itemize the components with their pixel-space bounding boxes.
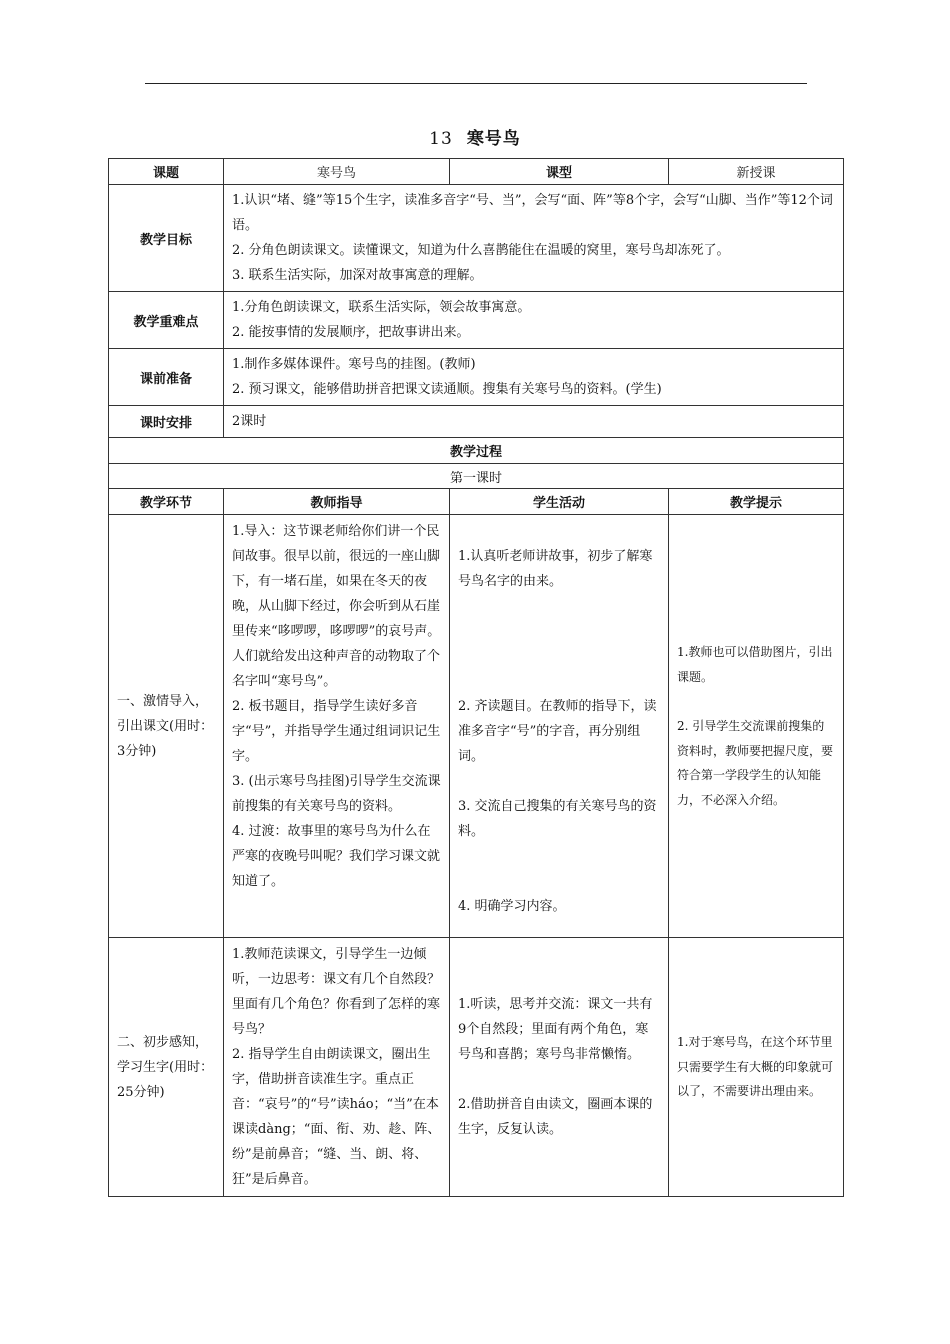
teacher-step: 2. 指导学生自由朗读课文，圈出生字，借助拼音读准生字。重点正音：“哀号”的“号”读háo；“当”在本课读dàng；“面、衔、劝、趁、阵、纷”是前鼻音；“缝、当、朗、将、狂”是后鼻音。 xyxy=(232,1047,441,1187)
lesson-number: 13 xyxy=(429,129,453,149)
goal-item: 2. 分角色朗读课文。读懂课文，知道为什么喜鹊能住在温暖的窝里，寒号鸟却冻死了。 xyxy=(232,243,730,258)
prep-row xyxy=(109,349,844,406)
student-step: 3. 交流自己搜集的有关寒号鸟的资料。 xyxy=(458,799,657,839)
teacher-step: 1.导入：这节课老师给你们讲一个民间故事。很早以前，很远的一座山脚下，有一堵石崖，如果在冬天的夜晚，从山脚下经过，你会听到从石崖里传来“哆啰啰，哆啰啰”的哀号声。人们就给发出这种声音的动物取了个名字叫“寒号鸟”。 xyxy=(232,524,441,689)
teacher-step: 2. 板书题目，指导学生读好多音字“号”，并指导学生通过组词识记生字。 xyxy=(232,699,441,764)
session-label: 第一课时 xyxy=(109,464,844,489)
lesson-plan-table xyxy=(108,158,844,1197)
prep-label: 课前准备 xyxy=(109,349,224,406)
prep-item: 1.制作多媒体课件。寒号鸟的挂图。(教师) xyxy=(232,357,476,372)
spacer xyxy=(458,769,660,794)
student-step: 1.听读，思考并交流：课文一共有9个自然段；里面有两个角色，寒号鸟和喜鹊；寒号鸟非常懒惰。 xyxy=(458,997,653,1062)
column-header: 教学提示 xyxy=(669,489,844,515)
header-rule xyxy=(145,83,807,84)
column-header: 学生活动 xyxy=(450,489,669,515)
teacher-guidance xyxy=(224,515,450,938)
goals-row xyxy=(109,185,844,292)
stage-row xyxy=(109,515,844,938)
column-header: 教学环节 xyxy=(109,489,224,515)
prep-content xyxy=(224,349,844,406)
goals-content xyxy=(224,185,844,292)
student-activity xyxy=(450,515,669,938)
lesson-title: 寒号鸟 xyxy=(466,129,521,149)
stage-row xyxy=(109,938,844,1197)
teacher-step: 3. (出示寒号鸟挂图)引导学生交流课前搜集的有关寒号鸟的资料。 xyxy=(232,774,441,814)
key-item: 1.分角色朗读课文，联系生活实际，领会故事寓意。 xyxy=(232,300,531,315)
spacer xyxy=(458,844,660,894)
time-value: 2课时 xyxy=(224,406,844,438)
key-label: 教学重难点 xyxy=(109,292,224,349)
column-header: 教师指导 xyxy=(224,489,450,515)
type-label: 课型 xyxy=(450,159,669,185)
time-row xyxy=(109,406,844,438)
key-item: 2. 能按事情的发展顺序，把故事讲出来。 xyxy=(232,325,470,340)
student-step: 1.认真听老师讲故事，初步了解寒号鸟名字的由来。 xyxy=(458,549,653,589)
goal-item: 1.认识“堵、缝”等15个生字，读准多音字“号、当”，会写“面、阵”等8个字，会写“山脚、当作”等12个词语。 xyxy=(232,193,833,233)
tip-item: 1.教师也可以借助图片，引出课题。 xyxy=(677,645,833,684)
student-step: 2. 齐读题目。在教师的指导下，读准多音字“号”的字音，再分别组词。 xyxy=(458,699,657,764)
tip-item: 2. 引导学生交流课前搜集的资料时，教师要把握尺度，要符合第一学段学生的认知能力，不必深入介绍。 xyxy=(677,719,834,807)
student-step: 2.借助拼音自由读文，圈画本课的生字，反复认读。 xyxy=(458,1097,653,1137)
topic-row xyxy=(109,159,844,185)
teacher-step: 1.教师范读课文，引导学生一边倾听，一边思考：课文有几个自然段？里面有几个角色？你看到了怎样的寒号鸟？ xyxy=(232,947,441,1037)
time-label: 课时安排 xyxy=(109,406,224,438)
stage-name: 二、初步感知，学习生字(用时：25分钟) xyxy=(109,938,224,1197)
process-title-row xyxy=(109,438,844,464)
topic-label: 课题 xyxy=(109,159,224,185)
spacer xyxy=(677,689,835,714)
tip-item: 1.对于寒号鸟，在这个环节里只需要学生有大概的印象就可以了，不需要讲出理由来。 xyxy=(677,1035,834,1099)
teacher-guidance xyxy=(224,938,450,1197)
process-header-row xyxy=(109,489,844,515)
spacer xyxy=(458,594,660,694)
student-activity xyxy=(450,938,669,1197)
goals-label: 教学目标 xyxy=(109,185,224,292)
teaching-tips xyxy=(669,938,844,1197)
teaching-tips xyxy=(669,515,844,938)
stage-name: 一、激情导入，引出课文(用时：3分钟) xyxy=(109,515,224,938)
goal-item: 3. 联系生活实际，加深对故事寓意的理解。 xyxy=(232,268,483,283)
teacher-step: 4. 过渡：故事里的寒号鸟为什么在严寒的夜晚号叫呢？我们学习课文就知道了。 xyxy=(232,824,441,889)
key-content xyxy=(224,292,844,349)
type-value: 新授课 xyxy=(669,159,844,185)
spacer xyxy=(458,1067,660,1092)
topic-value: 寒号鸟 xyxy=(224,159,450,185)
prep-item: 2. 预习课文，能够借助拼音把课文读通顺。搜集有关寒号鸟的资料。(学生) xyxy=(232,382,662,397)
student-step: 4. 明确学习内容。 xyxy=(458,899,566,914)
key-row xyxy=(109,292,844,349)
page-title xyxy=(0,124,950,149)
process-title: 教学过程 xyxy=(109,438,844,464)
session-row xyxy=(109,464,844,489)
